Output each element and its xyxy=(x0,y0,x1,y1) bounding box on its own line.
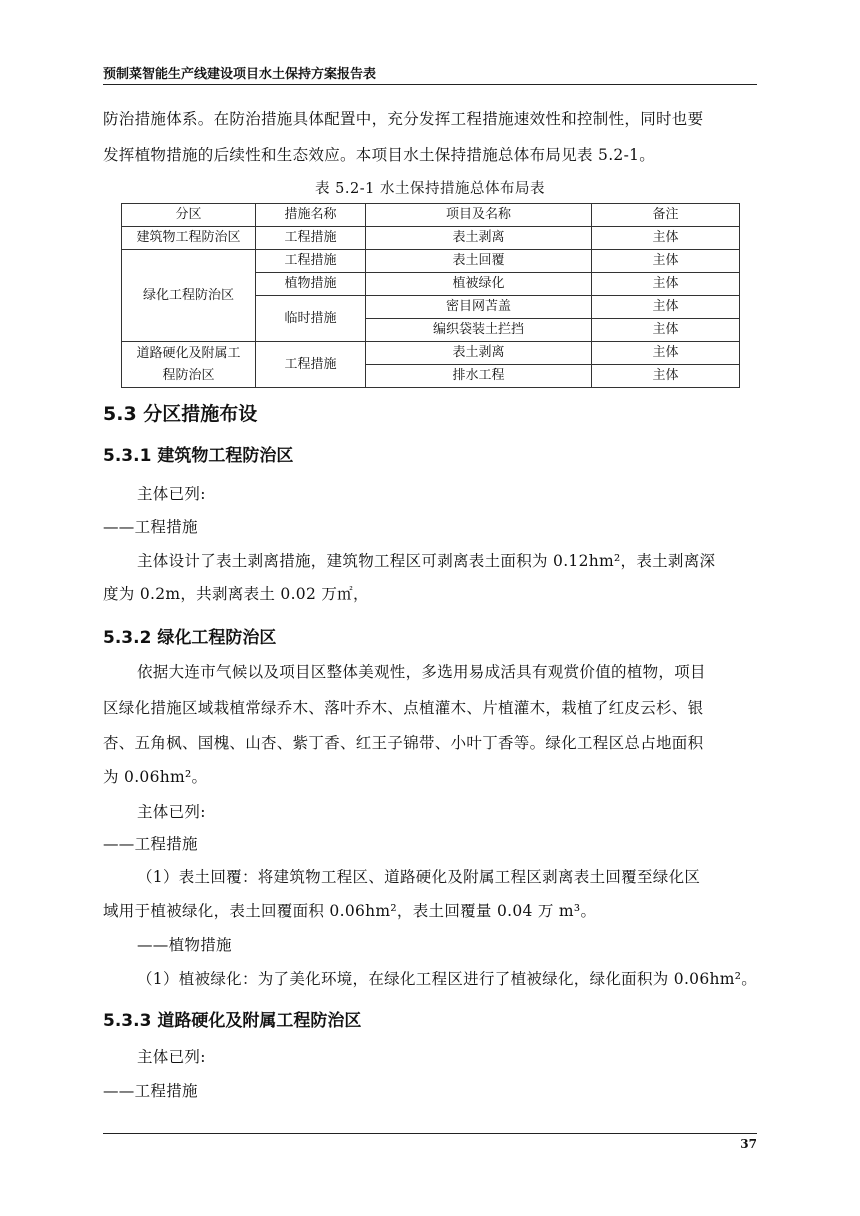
note-cell: 主体 xyxy=(592,365,740,388)
section-heading-5-3-1: 5.3.1 建筑物工程防治区 xyxy=(103,446,294,466)
note-cell: 主体 xyxy=(592,342,740,365)
table-row xyxy=(122,342,740,365)
zone-cell: 绿化工程防治区 xyxy=(122,250,256,342)
paragraph: ——工程措施 xyxy=(103,1082,198,1100)
header-divider xyxy=(103,84,757,85)
paragraph: 主体已列: xyxy=(137,803,206,821)
paragraph: 主体已列: xyxy=(137,1048,206,1066)
paragraph: ——植物措施 xyxy=(137,936,232,954)
paragraph: 域用于植被绿化，表土回覆面积 0.06hm²，表土回覆量 0.04 万 m³。 xyxy=(103,902,597,920)
paragraph: 依据大连市气候以及项目区整体美观性，多选用易成活具有观赏价值的植物，项目 xyxy=(137,663,706,681)
zone-cell xyxy=(122,342,256,388)
item-cell: 植被绿化 xyxy=(366,273,592,296)
zone-cell-line-1: 道路硬化及附属工 xyxy=(136,345,241,361)
measure-cell: 工程措施 xyxy=(256,342,366,388)
page-number: 37 xyxy=(740,1137,757,1151)
section-heading-5-3: 5.3 分区措施布设 xyxy=(103,403,258,425)
paragraph: 区绿化措施区域栽植常绿乔木、落叶乔木、点植灌木、片植灌木，栽植了红皮云杉、银 xyxy=(103,699,704,717)
paragraph: ——工程措施 xyxy=(103,835,198,853)
zone-cell: 建筑物工程防治区 xyxy=(122,227,256,250)
paragraph: 主体设计了表土剥离措施，建筑物工程区可剥离表土面积为 0.12hm²，表土剥离深 xyxy=(137,552,716,570)
measures-layout-table xyxy=(121,203,740,388)
table-row xyxy=(122,227,740,250)
header-cell-zone: 分区 xyxy=(122,204,256,227)
measure-cell: 临时措施 xyxy=(256,296,366,342)
table-header-row xyxy=(122,204,740,227)
item-cell: 排水工程 xyxy=(366,365,592,388)
header-cell-item: 项目及名称 xyxy=(366,204,592,227)
intro-paragraph-line-1: 防治措施体系。在防治措施具体配置中，充分发挥工程措施速效性和控制性，同时也要 xyxy=(103,110,704,128)
paragraph: ——工程措施 xyxy=(103,518,198,536)
note-cell: 主体 xyxy=(592,273,740,296)
section-heading-5-3-2: 5.3.2 绿化工程防治区 xyxy=(103,628,277,648)
header-cell-note: 备注 xyxy=(592,204,740,227)
header-cell-measure: 措施名称 xyxy=(256,204,366,227)
item-cell: 编织袋装土拦挡 xyxy=(366,319,592,342)
measure-cell: 工程措施 xyxy=(256,227,366,250)
paragraph: 主体已列: xyxy=(137,485,206,503)
intro-paragraph-line-2: 发挥植物措施的后续性和生态效应。本项目水土保持措施总体布局见表 5.2-1。 xyxy=(103,146,656,164)
paragraph: （1）表土回覆：将建筑物工程区、道路硬化及附属工程区剥离表土回覆至绿化区 xyxy=(137,868,701,886)
measure-cell: 植物措施 xyxy=(256,273,366,296)
note-cell: 主体 xyxy=(592,250,740,273)
table-row xyxy=(122,250,740,273)
paragraph: 杏、五角枫、国槐、山杏、紫丁香、红王子锦带、小叶丁香等。绿化工程区总占地面积 xyxy=(103,734,704,752)
item-cell: 表土剥离 xyxy=(366,227,592,250)
paragraph: 度为 0.2m，共剥离表土 0.02 万㎡， xyxy=(103,585,369,603)
table-caption: 表 5.2-1 水土保持措施总体布局表 xyxy=(315,181,545,197)
note-cell: 主体 xyxy=(592,296,740,319)
zone-cell-line-2: 程防治区 xyxy=(162,367,215,383)
item-cell: 密目网苫盖 xyxy=(366,296,592,319)
paragraph: 为 0.06hm²。 xyxy=(103,768,208,786)
paragraph: （1）植被绿化：为了美化环境，在绿化工程区进行了植被绿化，绿化面积为 0.06hm²。 xyxy=(137,970,758,988)
note-cell: 主体 xyxy=(592,319,740,342)
note-cell: 主体 xyxy=(592,227,740,250)
item-cell: 表土回覆 xyxy=(366,250,592,273)
footer-divider xyxy=(103,1133,757,1134)
item-cell: 表土剥离 xyxy=(366,342,592,365)
document-header-title: 预制菜智能生产线建设项目水土保持方案报告表 xyxy=(103,67,377,82)
measure-cell: 工程措施 xyxy=(256,250,366,273)
section-heading-5-3-3: 5.3.3 道路硬化及附属工程防治区 xyxy=(103,1011,362,1031)
